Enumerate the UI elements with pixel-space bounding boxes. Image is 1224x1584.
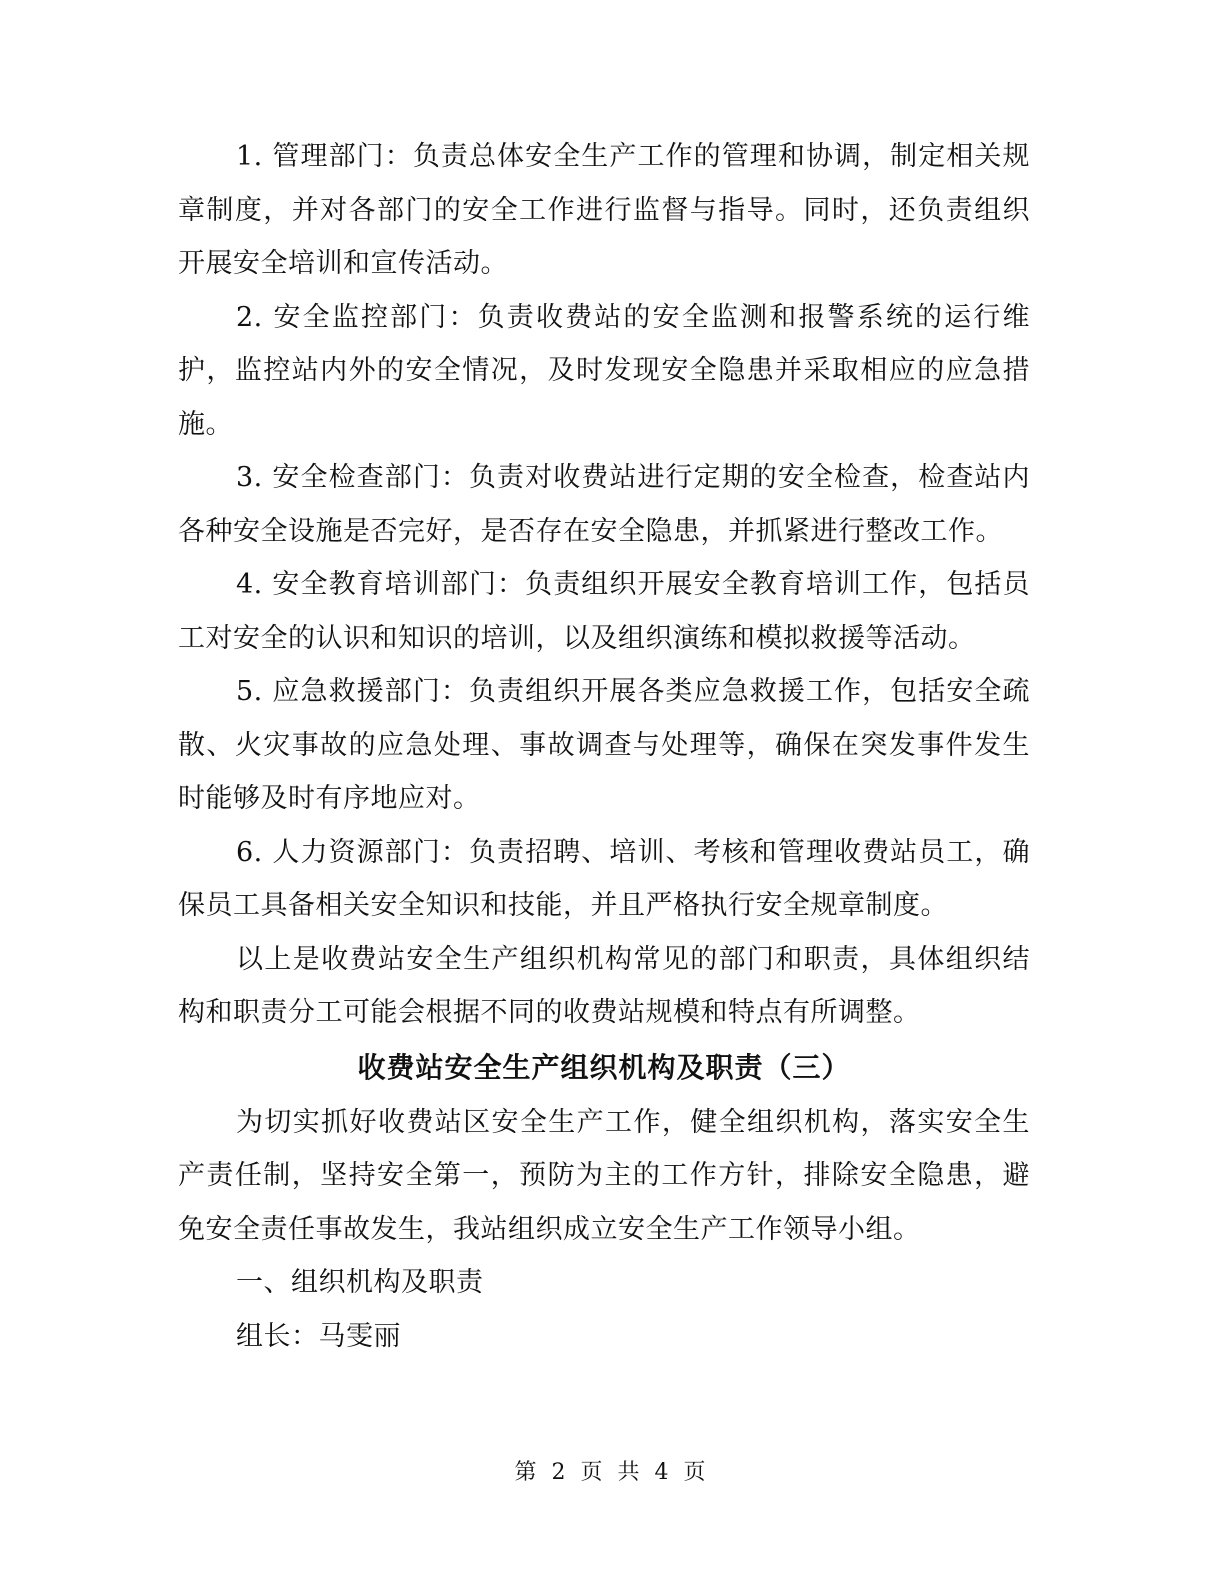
page-content [178,130,1030,1363]
paragraph-rescue-dept: 5. 应急救援部门：负责组织开展各类应急救援工作，包括安全疏散、火灾事故的应急处理、事故调查与处理等，确保在突发事件发生时能够及时有序地应对。 [178,676,1030,814]
paragraph-summary: 以上是收费站安全生产组织机构常见的部门和职责，具体组织结构和职责分工可能会根据不同的收费站规模和特点有所调整。 [178,943,1030,1028]
paragraph-section-intro: 为切实抓好收费站区安全生产工作，健全组织机构，落实安全生产责任制，坚持安全第一，预防为主的工作方针，排除安全隐患，避免安全责任事故发生，我站组织成立安全生产工作领导小组。 [178,1106,1030,1245]
paragraph-inspection-dept: 3. 安全检查部门：负责对收费站进行定期的安全检查，检查站内各种安全设施是否完好，是否存在安全隐患，并抓紧进行整改工作。 [178,462,1030,547]
paragraph-hr-dept: 6. 人力资源部门：负责招聘、培训、考核和管理收费站员工，确保员工具备相关安全知识和技能，并且严格执行安全规章制度。 [178,836,1030,921]
paragraph-training-dept: 4. 安全教育培训部门：负责组织开展安全教育培训工作，包括员工对安全的认识和知识的培训，以及组织演练和模拟救援等活动。 [178,569,1030,654]
section-title: 收费站安全生产组织机构及职责（三） [357,1050,851,1084]
paragraph-management-dept: 1. 管理部门：负责总体安全生产工作的管理和协调，制定相关规章制度，并对各部门的安全工作进行监督与指导。同时，还负责组织开展安全培训和宣传活动。 [178,141,1030,279]
paragraph-monitoring-dept: 2. 安全监控部门：负责收费站的安全监测和报警系统的运行维护，监控站内外的安全情况，及时发现安全隐患并采取相应的应急措施。 [178,301,1030,440]
page-number-footer: 第 2 页 共 4 页 [514,1460,710,1485]
subsection-heading: 一、组织机构及职责 [236,1267,484,1298]
group-leader-line: 组长：马雯丽 [236,1320,401,1352]
